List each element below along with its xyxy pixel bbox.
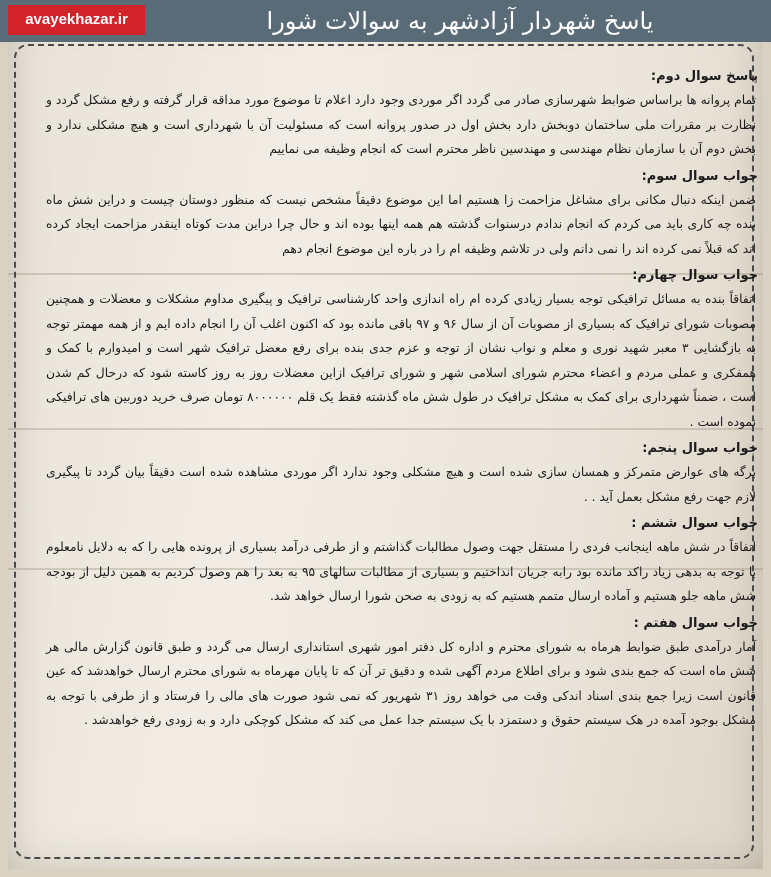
header-banner: [0, 0, 771, 42]
page-title: یاسخ شهردار آزادشهر به سوالات شورا: [266, 7, 654, 35]
section-title: جواب سوال سوم:: [641, 168, 758, 184]
section-title: جواب سوال ششم :: [631, 516, 758, 531]
section-title: جواب سوال هفتم :: [633, 615, 758, 631]
section-title: جواب سوال چهارم:: [632, 268, 758, 283]
answer-section-7: [38, 615, 764, 733]
site-logo-tag[interactable]: avayekhazar.ir: [8, 5, 145, 35]
answer-section-3: [38, 168, 764, 262]
answer-section-5: [38, 440, 764, 509]
section-text: اتفاقاً در شش ماهه اینجانب فردی را مستقل جهت وصول مطالبات گذاشتم و از طرفی درآمد بسیاری از پرونده هایی را که به دلایل نامعلوم با توجه به بدهی زیاد راکد مانده بود رابه جریان انداختیم و بسیاری از مطالبات سالهای ۹۵ به بعد را هم وصول کردیم به همین دلیل از بودجه شش ماهه جلو هستیم و آماده ارسال متمم هستیم که به زودی به صحن شورا ارسال خواهد شد.: [46, 540, 756, 603]
section-text: آمار درآمدی طبق ضوابط هرماه به شورای محترم و اداره کل دفتر امور شهری استانداری ارسال می گردد و طبق قانون گزارش مالی هر شش ماه است که جمع بندی شود و برای اطلاع مردم آگهی شده و دقیق تر آن که تا پایان مهرماه به شورای محترم ارسال خواهدشد که عین قانون است زیرا جمع بندی اسناد اندکی وقت می خواهد روز ۳۱ شهریور که نمی شود صورت های مالی را فرستاد و از طرفی با توجه به مشکل بوجود آمده در هک سیستم حقوق و دستمزد با یک سیستم جدا عمل می کند که مشکل کوچکی دارد و به زودی رفع خواهدشد .: [46, 639, 757, 727]
section-text: اتفاقاً بنده به مسائل ترافیکی توجه بسیار زیادی کرده ام راه اندازی واحد کارشناسی ترافیک و پیگیری مداوم مشکلات و معضلات و همچنین مصوبات شورای ترافیک که بسیاری از مصوبات آن از سال ۹۶ و ۹۷ باقی مانده بود که اکنون اغلب آن را انجام داده ایم و از همه مهمتر توجه به بازگشایی ۳ معبر شهید نوری و معلم و نواب نشان از توجه و عزم جدی بنده برای رفع معضل ترافیک شهر است و امیدوارم با کمک و همفکری و عملی مردم و اعضاء محترم شورای اسلامی شهر و شورای ترافیک ازاین معضلات روز به روز کاسته شود که درحال کم شدن است ، ضمناً شهرداری برای کمک به مشکل ترافیک در طول شش ماه گذشته فقط یک قلم ۸۰۰۰۰۰۰ تومان صرف خرید دوربین های ترافیکی نموده است .: [46, 292, 756, 429]
section-text: تمام پروانه ها براساس ضوابط شهرسازی صادر می گردد اگر موردی وجود دارد اعلام تا موضوع مورد مداقه قرار گرفته و رفع مشکل گردد و نظارت بر مقررات ملی ساختمان دوبخش دارد بخش اول در صدور پروانه است که مسئولیت آن با شهرداری است و هیچ مشکلی ندارد و بخش دوم آن با سازمان نظام مهندسی و مهندسین ناظر محترم است که انجام وظیفه می نماییم: [46, 93, 756, 156]
answer-section-6: [38, 515, 764, 609]
answer-section-4: [38, 267, 764, 434]
document-frame: [14, 44, 758, 859]
section-text: ضمن اینکه دنبال مکانی برای مشاغل مزاحمت زا هستیم اما این موضوع دقیقاً مشخص نیست که منظور دوستان چیست و دراین شش ماه بنده چه کاری باید می کردم که انجام ندادم درسنوات گذشته هم همه اینها بوده اند و حال چرا دراین مدت کوتاه اینقدر مزاحمت ایجاد کرده اند که قبلاً نمی کرده اند را نمی دانم ولی در تلاشم وظیفه ام را در باره این موضوع انجام دهم: [46, 192, 756, 256]
section-text: برگه های عوارض متمرکز و همسان سازی شده است و هیچ مشکلی وجود ندارد اگر موردی مشاهده شده است دقیقاً بیان گردد تا پیگیری لازم جهت رفع مشکل بعمل آید . .: [46, 465, 756, 504]
section-title: جواب سوال پنجم:: [642, 441, 758, 456]
section-title: پاسخ سوال دوم:: [650, 69, 758, 84]
document-body: [38, 66, 764, 739]
answer-section-2: [38, 68, 764, 162]
